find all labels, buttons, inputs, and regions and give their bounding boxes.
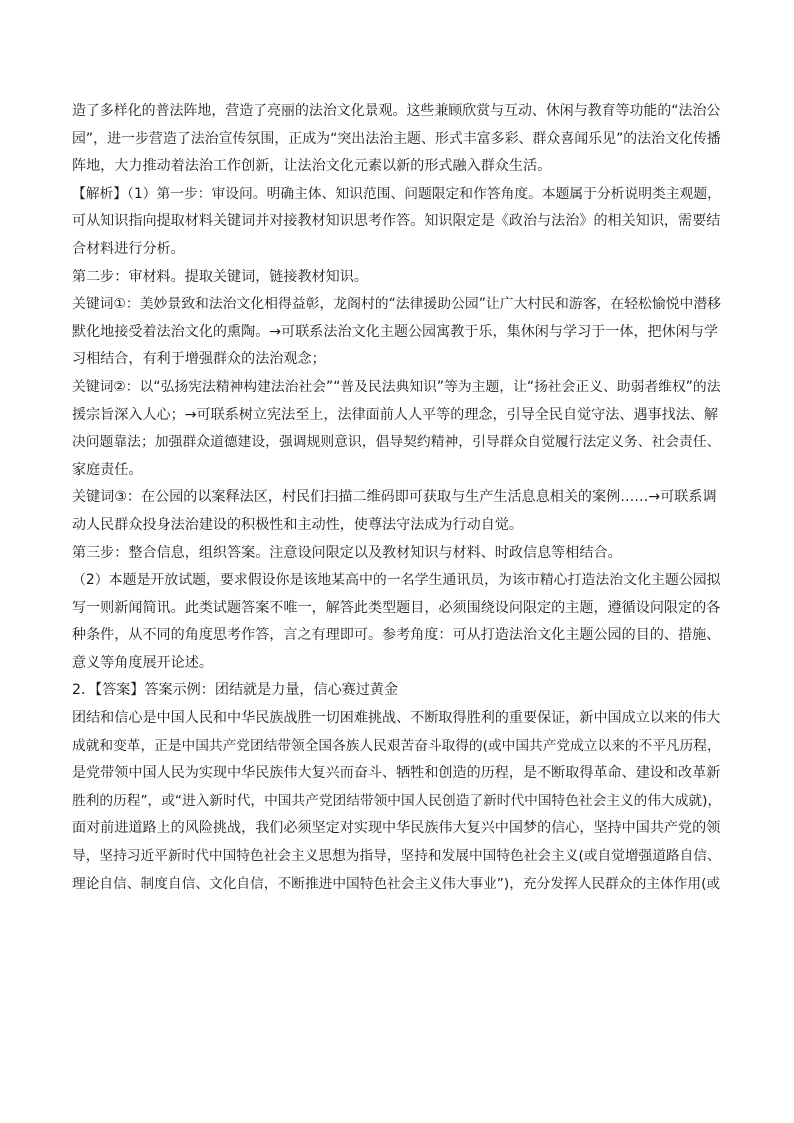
text-line: 关键词③：在公园的以案释法区，村民们扫描二维码即可获取与生产生活息息相关的案例……→可联系调 [72,489,717,506]
text-line: 习相结合，有利于增强群众的法治观念； [72,351,326,368]
paragraph-analysis-step1 [72,181,724,264]
paragraph-keyword-2 [72,374,724,484]
text-line: 第三步：整合信息，组织答案。注意设问限定以及教材知识与材料、时政信息等相结合。 [72,544,622,561]
text-line: （2）本题是开放试题，要求假设你是该地某高中的一名学生通讯员，为该市精心打造法治文化主题公园拟 [72,572,721,589]
text-line: 面对前进道路上的风险挑战，我们必须坚定对实现中华民族伟大复兴中国梦的信心，坚持中国共产党的领 [72,820,721,837]
text-line: 胜利的历程”，或“进入新时代，中国共产党团结带领中国人民创造了新时代中国特色社会主义的伟大成就)， [72,792,722,809]
paragraph-keyword-3 [72,484,724,539]
text-line: 团结和信心是中国人民和中华民族战胜一切困难挑战、不断取得胜利的重要保证，新中国成立以来的伟大 [72,710,721,727]
paragraph-answer-2-heading [72,677,724,705]
paragraph-law-park-intro [72,98,724,181]
text-line: 阵地，大力推动着法治工作创新，让法治文化元素以新的形式融入群众生活。 [72,158,552,175]
text-line: 园”，进一步营造了法治宣传氛围，正成为“突出法治主题、形式丰富多彩、群众喜闻乐见”的法治文化传播 [72,130,721,147]
text-line: 意义等角度展开论述。 [72,654,213,671]
text-line: 可从知识指向提取材料关键词并对接教材知识思考作答。知识限定是《政治与法治》的相关知识，需要结 [72,213,721,230]
text-line: 关键词①：美妙景致和法治文化相得益彰，龙阁村的“法律援助公园”让广大村民和游客，在轻松愉悦中潜移 [72,296,721,313]
text-line: 理论自信、制度自信、文化自信，不断推进中国特色社会主义伟大事业”)，充分发挥人民群众的主体作用(或 [72,875,721,892]
text-line: 2．【答案】答案示例：团结就是力量，信心赛过黄金 [72,682,399,699]
document-body [72,98,724,898]
text-line: 合材料进行分析。 [72,240,185,257]
text-line: 种条件，从不同的角度思考作答，言之有理即可。参考角度：可从打造法治文化主题公园的目的、措施、 [72,627,721,644]
text-line: 决问题靠法；加强群众道德建设，强调规则意识，倡导契约精神，引导群众自觉履行法定义务、社会责任、 [72,434,721,451]
text-line: 【解析】（1）第一步：审设问。明确主体、知识范围、问题限定和作答角度。本题属于分析说明类主观题， [72,185,721,202]
paragraph-question-2-analysis [72,567,724,677]
text-line: 关键词②：以“弘扬宪法精神构建法治社会”“普及民法典知识”等为主题，让“扬社会正义、助弱者维权”的法 [72,378,721,395]
text-line: 写一则新闻简讯。此类试题答案不唯一，解答此类型题目，必须围绕设问限定的主题，遵循设问限定的各 [72,599,721,616]
text-line: 动人民群众投身法治建设的积极性和主动性，使尊法守法成为行动自觉。 [72,516,523,533]
paragraph-keyword-1 [72,291,724,374]
text-line: 是党带领中国人民为实现中华民族伟大复兴而奋斗、牺牲和创造的历程，是不断取得革命、建设和改革新 [72,765,721,782]
text-line: 成就和变革，正是中国共产党团结带领全国各族人民艰苦奋斗取得的(或中国共产党成立以来的不平凡历程， [72,737,721,754]
paragraph-analysis-step2 [72,264,724,292]
text-line: 导，坚持习近平新时代中国特色社会主义思想为指导，坚持和发展中国特色社会主义(或自觉增强道路自信、 [72,848,721,865]
text-line: 第二步：审材料。提取关键词，链接教材知识。 [72,268,368,285]
paragraph-answer-2-body [72,705,724,898]
text-line: 默化地接受着法治文化的熏陶。→可联系法治文化主题公园寓教于乐，集休闲与学习于一体，把休闲与学 [72,323,719,340]
text-line: 造了多样化的普法阵地，营造了亮丽的法治文化景观。这些兼顾欣赏与互动、休闲与教育等功能的“法治公 [72,103,721,119]
text-line: 援宗旨深入人心；→可联系树立宪法至上，法律面前人人平等的理念，引导全民自觉守法、遇事找法、解 [72,406,719,423]
paragraph-analysis-step3 [72,540,724,568]
text-line: 家庭责任。 [72,461,143,478]
